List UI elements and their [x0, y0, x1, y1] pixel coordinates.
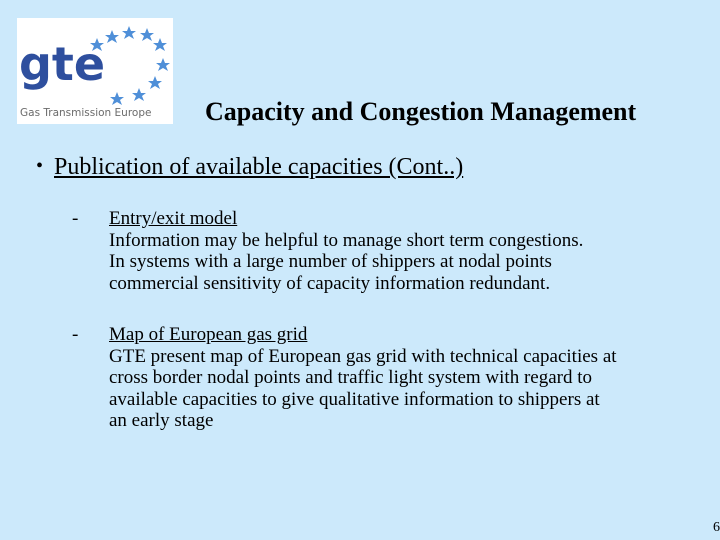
gte-tagline: Gas Transmission Europe [20, 107, 152, 119]
slide-title: Capacity and Congestion Management [205, 97, 637, 126]
gte-wordmark: gte [19, 37, 106, 91]
dash-marker: - [72, 208, 79, 229]
page-number: 6 [713, 520, 720, 535]
bullet-dot-icon: • [36, 155, 44, 177]
sub-item-heading: Entry/exit model [109, 208, 238, 229]
main-bullet [36, 154, 463, 181]
sub-item-line: In systems with a large number of shippers at nodal points [109, 251, 552, 272]
gte-logo-graphic [17, 18, 173, 124]
sub-item-line: Information may be helpful to manage short term congestions. [109, 229, 584, 251]
sub-item-heading: Map of European gas grid [109, 324, 308, 345]
main-bullet-text: Publication of available capacities (Cont..) [54, 154, 464, 180]
sub-item-line: GTE present map of European gas grid with technical capacities at [109, 345, 617, 367]
sub-item-line: an early stage [109, 410, 214, 431]
sub-item-line: commercial sensitivity of capacity information redundant. [109, 272, 551, 294]
sub-item-line: cross border nodal points and traffic light system with regard to [109, 367, 592, 388]
sub-item-line: available capacities to give qualitative information to shippers at [109, 388, 600, 410]
gte-logo [17, 18, 173, 124]
dash-marker: - [72, 324, 79, 345]
